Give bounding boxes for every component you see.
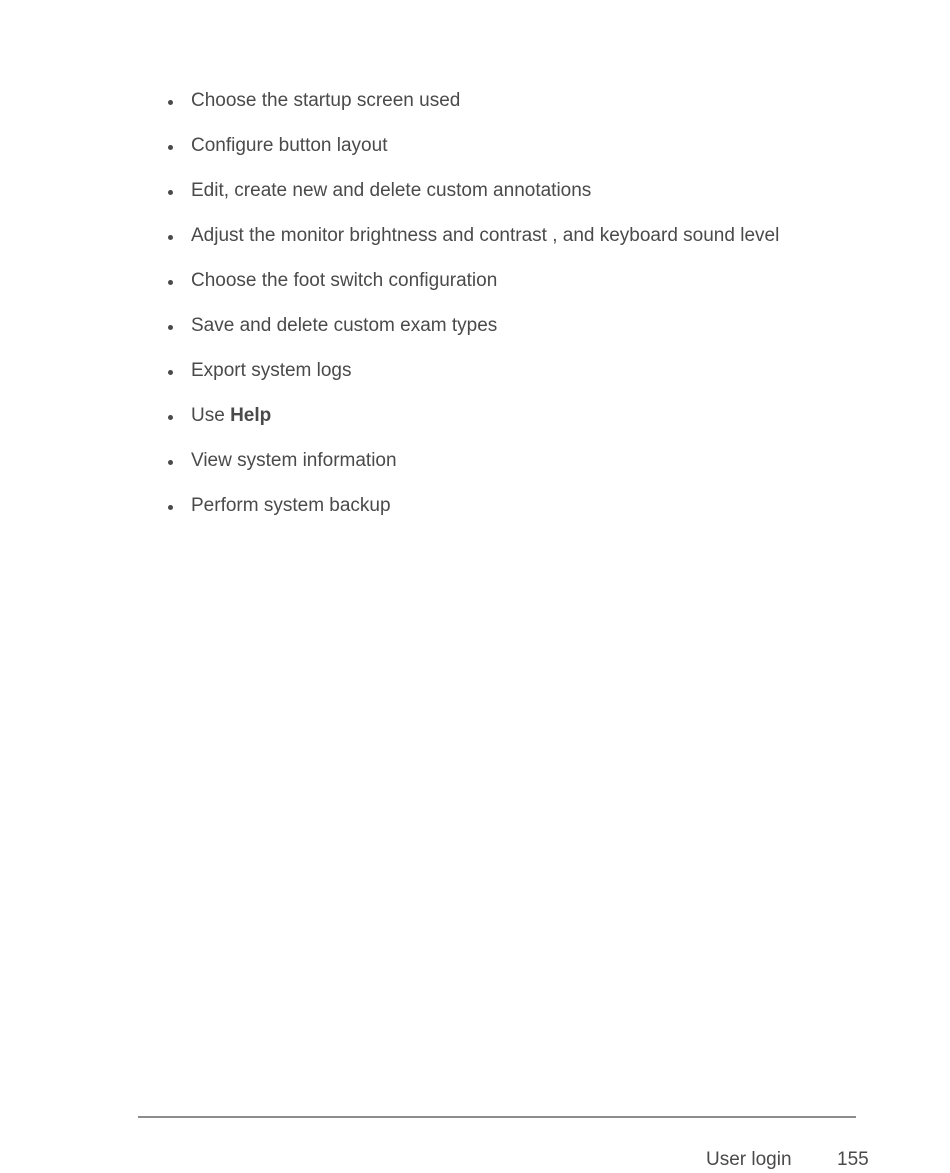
list-item-text: Choose the startup screen used xyxy=(191,90,461,111)
list-item-text: Choose the foot switch configuration xyxy=(191,270,498,291)
bullet-icon xyxy=(168,370,173,375)
list-item-text: Configure button layout xyxy=(191,135,388,156)
list-item-text-prefix: Use xyxy=(191,405,231,426)
bullet-icon xyxy=(168,460,173,465)
page-number: 155 xyxy=(837,1149,869,1170)
footer-section-title: User login xyxy=(706,1149,792,1170)
bullet-icon xyxy=(168,145,173,150)
bullet-icon xyxy=(168,190,173,195)
bullet-icon xyxy=(168,100,173,105)
list-item-text: Save and delete custom exam types xyxy=(191,315,498,336)
list-item xyxy=(166,178,779,223)
list-item-text: Perform system backup xyxy=(191,495,391,516)
help-term: Help xyxy=(230,405,272,426)
list-item xyxy=(166,358,779,403)
list-item-text: Adjust the monitor brightness and contrast , and keyboard sound level xyxy=(191,225,780,246)
list-item-text: View system information xyxy=(191,450,397,471)
list-item xyxy=(166,313,779,358)
list-item xyxy=(166,133,779,178)
bullet-icon xyxy=(168,280,173,285)
list-item xyxy=(166,223,779,268)
bullet-icon xyxy=(168,415,173,420)
feature-bullet-list xyxy=(166,88,779,538)
bullet-icon xyxy=(168,235,173,240)
list-item xyxy=(166,493,779,538)
list-item xyxy=(166,88,779,133)
footer-divider xyxy=(138,1116,856,1118)
list-item-text: Edit, create new and delete custom annotations xyxy=(191,180,592,201)
list-item xyxy=(166,268,779,313)
bullet-icon xyxy=(168,325,173,330)
list-item xyxy=(166,403,779,448)
list-item-text: Export system logs xyxy=(191,360,352,381)
list-item xyxy=(166,448,779,493)
bullet-icon xyxy=(168,505,173,510)
